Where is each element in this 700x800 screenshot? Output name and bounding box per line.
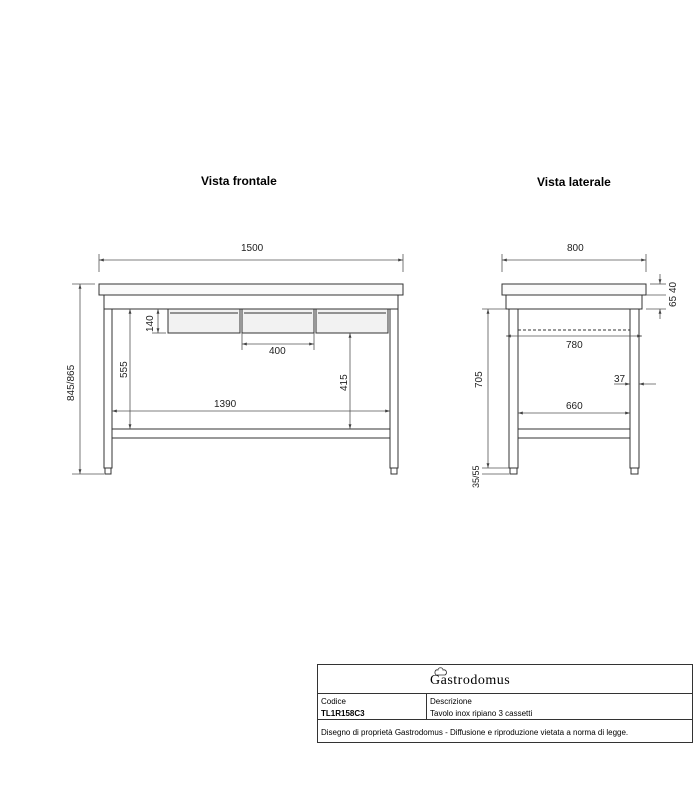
label-front-height: 845/865 xyxy=(66,364,77,401)
label-inner-depth: 780 xyxy=(566,340,583,351)
description-cell xyxy=(427,694,692,719)
copyright-notice: Disegno di proprietà Gastrodomus - Diffusione e riproduzione vietata a norma di legge. xyxy=(321,728,629,737)
front-foot-right xyxy=(391,468,397,474)
side-lower-shelf xyxy=(518,429,630,438)
side-foot-right xyxy=(631,468,638,474)
label-leg-height: 705 xyxy=(474,371,485,388)
label-top-thick2: 40 xyxy=(668,281,679,293)
label-inner-width: 1390 xyxy=(214,399,237,410)
side-view-title: Vista laterale xyxy=(537,175,611,189)
label-shelf-height: 555 xyxy=(119,361,130,378)
front-view-title: Vista frontale xyxy=(201,174,277,188)
label-front-width: 1500 xyxy=(241,243,264,254)
front-leg-left xyxy=(104,309,112,468)
label-shelf-depth: 660 xyxy=(566,401,583,412)
label-drawer-height: 140 xyxy=(145,315,156,332)
side-leg-left xyxy=(509,309,518,468)
label-foot-range: 35/55 xyxy=(471,465,481,488)
code-cell xyxy=(318,694,427,719)
side-leg-right xyxy=(630,309,639,468)
side-foot-left xyxy=(510,468,517,474)
front-lower-shelf xyxy=(112,429,390,438)
description-value: Tavolo inox ripiano 3 cassetti xyxy=(430,709,533,718)
code-value: TL1R158C3 xyxy=(321,709,365,718)
front-tabletop xyxy=(99,284,403,295)
title-block-info-row xyxy=(318,694,692,720)
label-top-thick: 65 xyxy=(668,295,679,307)
title-block-logo-row xyxy=(318,665,692,694)
description-label: Descrizione xyxy=(430,697,472,706)
brand-logo: Gastrodomus xyxy=(430,673,511,688)
label-drawer-width: 400 xyxy=(269,346,286,357)
code-label: Codice xyxy=(321,697,346,706)
side-apron xyxy=(506,295,642,309)
title-block xyxy=(317,664,693,743)
front-foot-left xyxy=(105,468,111,474)
label-drawer-clear: 415 xyxy=(339,374,350,391)
side-tabletop xyxy=(502,284,646,295)
label-leg-offset: 37 xyxy=(614,374,626,385)
front-view xyxy=(99,284,403,474)
front-leg-right xyxy=(390,309,398,468)
front-apron xyxy=(104,295,398,309)
label-side-depth: 800 xyxy=(567,243,584,254)
